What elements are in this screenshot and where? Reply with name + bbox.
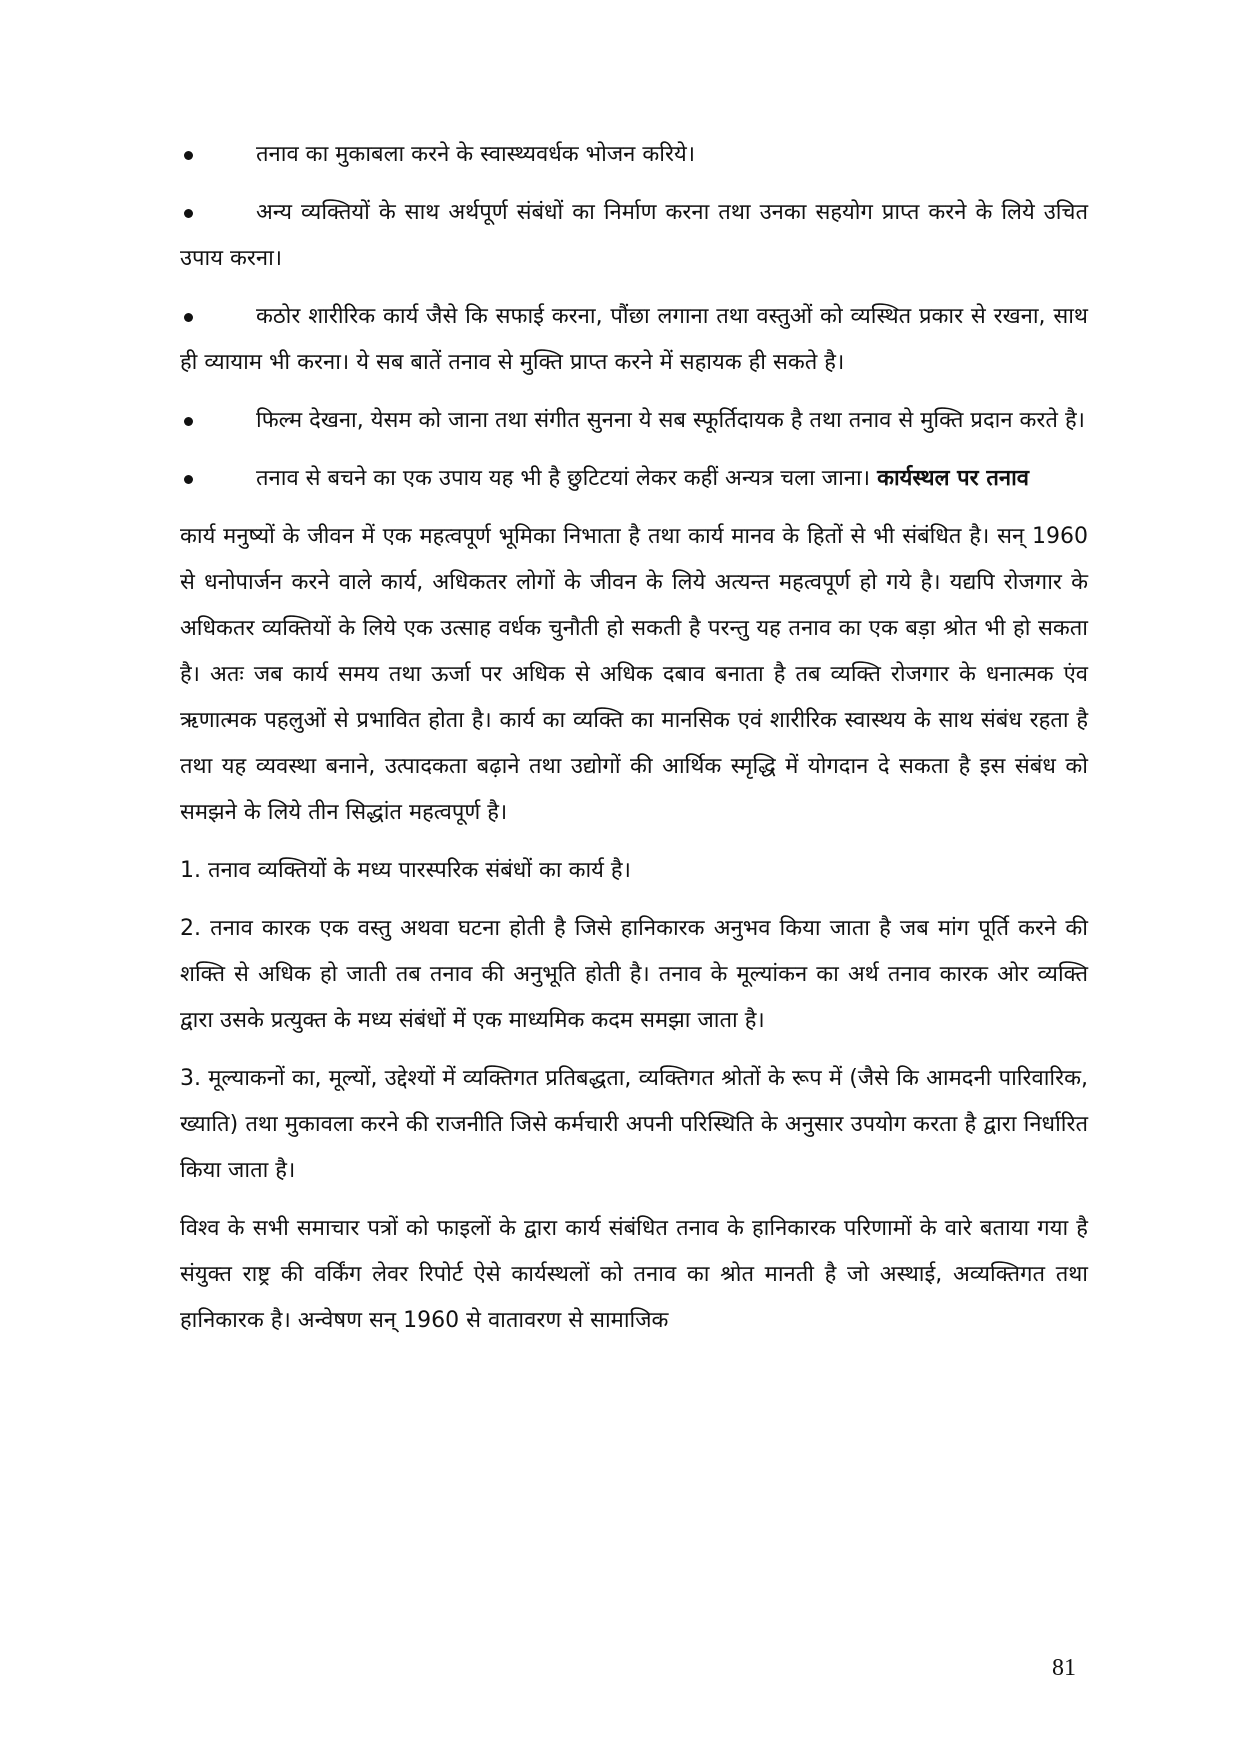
bullet-dot-icon (184, 151, 193, 160)
bullet-item (180, 294, 1088, 386)
body-paragraph: विश्व के सभी समाचार पत्रों को फाइलों के द्वारा कार्य संबंधित तनाव के हानिकारक परिणामों के वारे बताया गया है संयुक्त राष्ट्र की वर्किंग लेवर रिपोर्ट ऐसे कार्यस्थलों को तनाव का श्रोत मानती है जो अस्थाई, अव्यक्तिगत तथा हानिकारक है। अन्वेषण सन् 1960 से वातावरण से सामाजिक (180, 1216, 1088, 1333)
bullet-text: फिल्म देखना, येसम को जाना तथा संगीत सुनना ये सब स्फूर्तिदायक है तथा तनाव से मुक्ति प्रदान करते है। (256, 408, 1085, 433)
bullet-dot-icon (184, 313, 193, 322)
section-heading: कार्यस्थल पर तनाव (877, 466, 1030, 491)
bullet-dot-icon (184, 209, 193, 218)
body-paragraph: कार्य मनुष्यों के जीवन में एक महत्वपूर्ण भूमिका निभाता है तथा कार्य मानव के हितों से भी संबंधित है। सन् 1960 से धनोपार्जन करने वाले कार्य, अधिकतर लोगों के जीवन के लिये अत्यन्त महत्वपूर्ण हो गये है। यद्यपि रोजगार के अधिकतर व्यक्तियों के लिये एक उत्साह वर्धक चुनौती हो सकती है परन्तु यह तनाव का एक बड़ा श्रोत भी हो सकता है। अतः जब कार्य समय तथा ऊर्जा पर अधिक से अधिक दबाव बनाता है तब व्यक्ति रोजगार के धनात्मक एंव ऋणात्मक पहलुओं से प्रभावित होता है। कार्य का व्यक्ति का मानसिक एवं शारीरिक स्वास्थय के साथ संबंध रहता है तथा यह व्यवस्था बनाने, उत्पादकता बढ़ाने तथा उद्योगों की आर्थिक स्मृद्धि में योगदान दे सकता है इस संबंध को समझने के लिये तीन सिद्धांत महत्वपूर्ण है। (180, 524, 1088, 825)
bullet-dot-icon (184, 475, 193, 484)
bullet-item (180, 456, 1088, 502)
page-number: 81 (1052, 1655, 1076, 1681)
bullet-text: तनाव से बचने का एक उपाय यह भी है छुटिटयां लेकर कहीं अन्यत्र चला जाना। (256, 466, 871, 491)
bullet-item (180, 190, 1088, 282)
bullet-item (180, 132, 1088, 178)
bullet-text: अन्य व्यक्तियों के साथ अर्थपूर्ण संबंधों का निर्माण करना तथा उनका सहयोग प्राप्त करने के लिये उचित उपाय करना। (180, 200, 1088, 271)
page-content (180, 132, 1088, 1356)
numbered-point: 2. तनाव कारक एक वस्तु अथवा घटना होती है जिसे हानिकारक अनुभव किया जाता है जब मांग पूर्ति करने की शक्ति से अधिक हो जाती तब तनाव की अनुभूति होती है। तनाव के मूल्यांकन का अर्थ तनाव कारक ओर व्यक्ति द्वारा उसके प्रत्युक्त के मध्य संबंधों में एक माध्यमिक कदम समझा जाता है। (180, 916, 1088, 1033)
bullet-text: तनाव का मुकाबला करने के स्वास्थ्यवर्धक भोजन करिये। (256, 142, 696, 167)
bullet-item (180, 398, 1088, 444)
numbered-point: 3. मूल्याकनों का, मूल्यों, उद्देश्यों में व्यक्तिगत प्रतिबद्धता, व्यक्तिगत श्रोतों के रूप में (जैसे कि आमदनी पारिवारिक, ख्याति) तथा मुकावला करने की राजनीति जिसे कर्मचारी अपनी परिस्थिति के अनुसार उपयोग करता है द्वारा निर्धारित किया जाता है। (180, 1066, 1088, 1183)
numbered-point: 1. तनाव व्यक्तियों के मध्य पारस्परिक संबंधों का कार्य है। (180, 858, 631, 883)
bullet-text: कठोर शारीरिक कार्य जैसे कि सफाई करना, पौंछा लगाना तथा वस्तुओं को व्यस्थित प्रकार से रखना, साथ ही व्यायाम भी करना। ये सब बातें तनाव से मुक्ति प्राप्त करने में सहायक ही सकते है। (180, 304, 1088, 375)
bullet-dot-icon (184, 417, 193, 426)
